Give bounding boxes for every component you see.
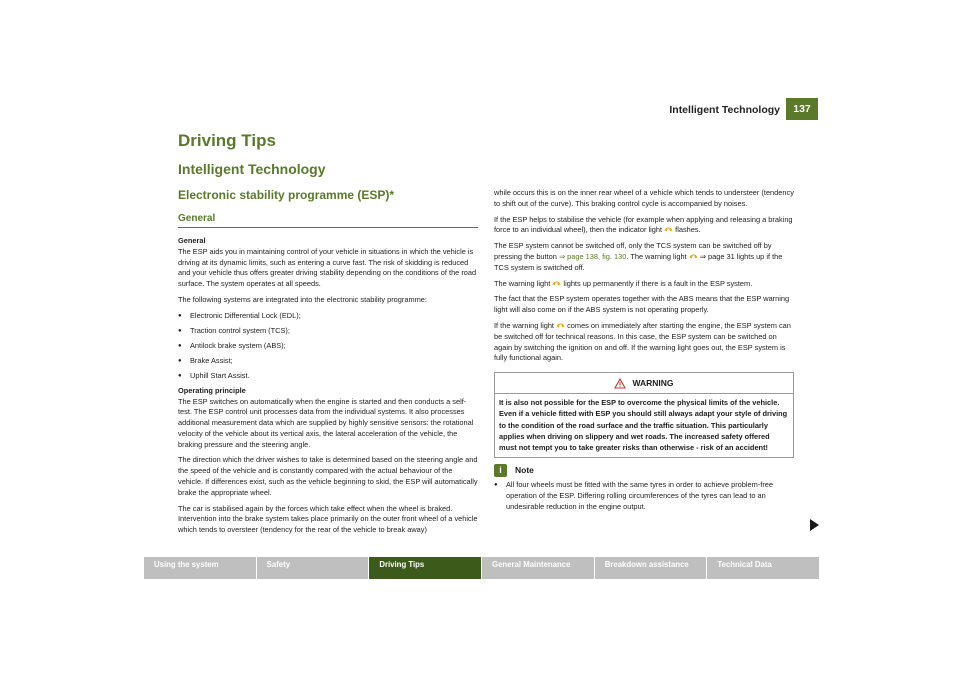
heading-rule [178, 227, 478, 228]
note-title: Note [515, 465, 534, 476]
subsection-title: Electronic stability programme (ESP)* [178, 188, 395, 202]
list-item: ● Uphill Start Assist. [178, 371, 478, 382]
running-header: Intelligent Technology [669, 104, 780, 116]
nav-tab-safety[interactable]: Safety [257, 557, 369, 579]
list-item: ● Antilock brake system (ABS); [178, 341, 478, 352]
list-item: ● Brake Assist; [178, 356, 478, 367]
paragraph: If the ESP helps to stabilise the vehicle (for example when applying and releasing a braking force to an individual wheel), then the indicator light flashes. [494, 214, 793, 235]
topic-title: General [178, 213, 216, 224]
paragraph: The ESP switches on automatically when the engine is started and then conducts a self-test. The ESP control unit processes data from the individual systems. It also processes additional measurement data which are supplied by highly sensitive sensors: the rotational velocity of the vehicle about its vertical axis, the lateral acceleration of the vehicle, the braking pressure and the steering angle. [178, 396, 474, 449]
chapter-nav [144, 557, 819, 579]
nav-tab-breakdown-assistance[interactable]: Breakdown assistance [595, 557, 707, 579]
next-page-arrow-icon[interactable] [810, 519, 819, 531]
list-item: ● Traction control system (TCS); [178, 326, 478, 337]
paragraph: The warning light lights up permanently if there is a fault in the ESP system. [494, 278, 753, 288]
page-link[interactable]: ⇒ page 138, fig. 130 [558, 251, 627, 261]
paragraph: The following systems are integrated into the electronic stability programme: [178, 294, 427, 304]
warning-triangle-icon [614, 378, 626, 389]
subheading-general: General [178, 236, 206, 245]
paragraph: while occurs this is on the inner rear wheel of a vehicle which tends to understeer (tendency to shift out of the curve). This braking control cycle is accompanied by noises. [494, 188, 794, 208]
warning-box [494, 372, 794, 458]
paragraph: The ESP system cannot be switched off, only the TCS system can be switched off by pressing the button ⇒ page 138, fig. 130. The warning light ⇒ page 31 lights up if the TCS system is switched off. [494, 241, 783, 272]
nav-tab-technical-data[interactable]: Technical Data [707, 557, 819, 579]
chapter-title: Driving Tips [178, 131, 276, 150]
esp-warning-light-icon [689, 252, 698, 260]
right-column [494, 188, 794, 517]
note-list [494, 480, 794, 512]
nav-tab-using-the-system[interactable]: Using the system [144, 557, 256, 579]
paragraph: The ESP aids you in maintaining control of your vehicle in situations in which the vehicle is driving at its dynamic limits, such as entering a curve fast. The risk of skidding is reduced and your vehicle thus offers greater driving stability depending on the conditions of the road surface. The system operates at all speeds. [178, 246, 477, 289]
paragraph: The direction which the driver wishes to take is determined based on the steering angle and the speed of the vehicle and is constantly compared with the actual behaviour of the vehicle. If differences exist, such as the vehicle beginning to skid, the ESP will automatically brake the appropriate wheel. [178, 455, 478, 497]
paragraph: If the warning light comes on immediately after starting the engine, the ESP system can be switched off for technical reasons. In this case, the ESP system can be switched on again by switching the ignition on and off. If the warning light goes out, the ESP system is fully functional again. [494, 320, 791, 363]
page-number: 137 [786, 98, 818, 120]
nav-tab-driving-tips[interactable]: Driving Tips [369, 557, 481, 579]
list-item: ● Electronic Differential Lock (EDL); [178, 311, 478, 322]
warning-text: It is also not possible for the ESP to overcome the physical limits of the vehicle. Even if a vehicle fitted with ESP you should still always adapt your style of driving to the condition of the road surface and the traffic situation. This particularly applies when driving on slippery and wet roads. The increased safety offered must not tempt you to take greater risks than otherwise - risk of an accident! [499, 398, 788, 452]
paragraph: The car is stabilised again by the forces which take effect when the wheel is braked. Intervention into the brake system takes place primarily on the outer front wheel of a vehicle which tends to oversteer (tendency for the rear of the vehicle to break away) [178, 503, 478, 535]
section-title: Intelligent Technology [178, 161, 326, 177]
systems-list [178, 311, 478, 382]
subheading-operating-principle: Operating principle [178, 385, 246, 395]
left-column [178, 236, 478, 541]
note-item: ● All four wheels must be fitted with the same tyres in order to achieve problem-free operation of the ESP. Differing rolling circumferences of the tyres can lead to an undesirable reduction in the engine output. [494, 480, 794, 512]
warning-header [495, 373, 793, 394]
nav-tab-general-maintenance[interactable]: General Maintenance [482, 557, 594, 579]
esp-indicator-icon [664, 225, 673, 233]
warning-title: WARNING [632, 377, 674, 388]
paragraph: The fact that the ESP system operates together with the ABS means that the ESP warning light will also come on if the ABS system is not operating properly. [494, 294, 790, 315]
note-header [494, 464, 794, 477]
esp-warning-light-icon [552, 279, 561, 287]
note-icon: i [494, 464, 507, 477]
esp-warning-light-icon [556, 321, 565, 329]
